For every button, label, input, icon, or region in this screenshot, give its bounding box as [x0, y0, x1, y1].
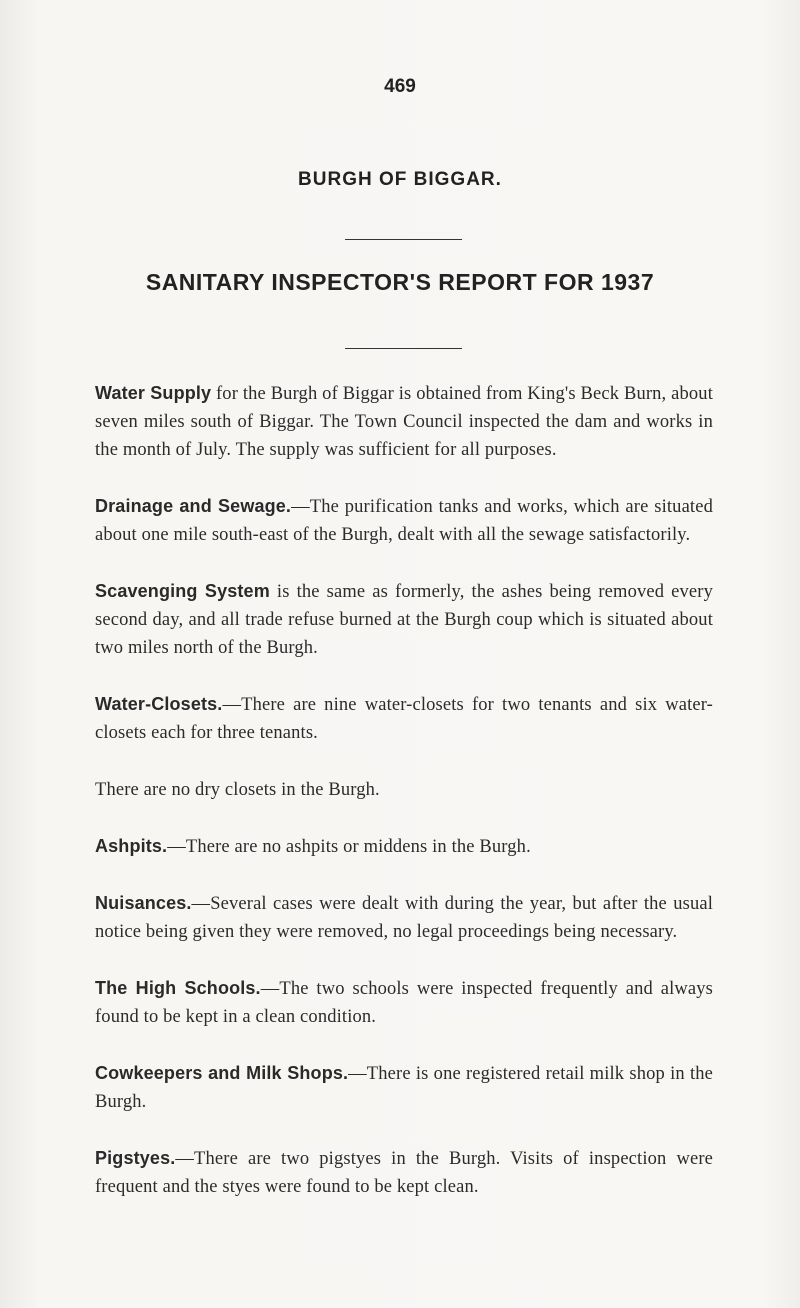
section-text: —There are no ashpits or middens in the Burgh.: [167, 837, 531, 857]
paragraph-water-closets: [95, 690, 713, 747]
section-heading: Water Supply: [95, 383, 212, 403]
section-heading: Scavenging System: [95, 581, 270, 601]
section-text: —There is one registered retail milk shop in the Burgh.: [95, 1064, 713, 1112]
section-heading: The High Schools.: [95, 978, 261, 998]
section-text: —The purification tanks and works, which are situated about one mile south-east of the Burgh, dealt with all the sewage satisfactorily.: [95, 497, 713, 545]
section-heading: Water-Closets.: [95, 694, 223, 714]
divider-rule: [345, 239, 462, 240]
section-text: is the same as formerly, the ashes being removed every second day, and all trade refuse burned at the Burgh coup which is situated about two miles north of the Burgh.: [95, 582, 713, 658]
section-heading: Cowkeepers and Milk Shops.: [95, 1063, 349, 1083]
paragraph-drainage-sewage: [95, 492, 713, 549]
paragraph-high-schools: [95, 974, 713, 1031]
section-heading: Pigstyes.: [95, 1148, 176, 1168]
paragraph-dry-closets: [95, 775, 713, 804]
section-heading: Nuisances.: [95, 893, 192, 913]
section-text: —There are nine water-closets for two tenants and six water-closets each for three tenants.: [95, 695, 713, 743]
paragraph-pigstyes: [95, 1144, 713, 1201]
section-heading: Drainage and Sewage.: [95, 496, 292, 516]
paragraph-cowkeepers: [95, 1059, 713, 1116]
report-body: [95, 379, 713, 1201]
divider-rule: [345, 348, 462, 349]
section-text: There are no dry closets in the Burgh.: [95, 780, 380, 800]
paragraph-water-supply: [95, 379, 713, 464]
section-text: —The two schools were inspected frequently and always found to be kept in a clean condition.: [95, 979, 714, 1027]
section-text: —There are two pigstyes in the Burgh. Visits of inspection were frequent and the styes were found to be kept clean.: [95, 1149, 713, 1197]
burgh-title: BURGH OF BIGGAR.: [298, 169, 502, 190]
section-text: for the Burgh of Biggar is obtained from King's Beck Burn, about seven miles south of Biggar. The Town Council inspected the dam and works in the month of July. The supply was sufficient for all purposes.: [95, 384, 713, 460]
page-number: 469: [384, 76, 416, 97]
paragraph-ashpits: [95, 832, 713, 861]
section-text: —Several cases were dealt with during the year, but after the usual notice being given they were removed, no legal proceedings being necessary.: [95, 894, 713, 942]
paragraph-nuisances: [95, 889, 713, 946]
paragraph-scavenging: [95, 577, 713, 662]
section-heading: Ashpits.: [95, 836, 168, 856]
report-title: SANITARY INSPECTOR'S REPORT FOR 1937: [145, 269, 655, 295]
